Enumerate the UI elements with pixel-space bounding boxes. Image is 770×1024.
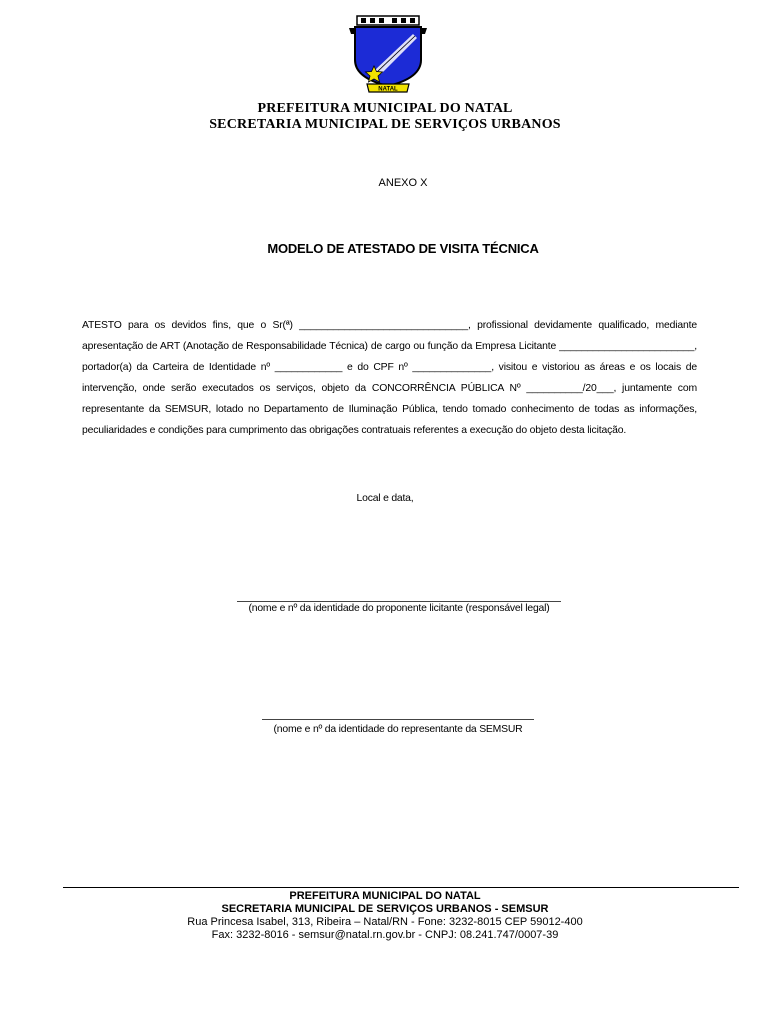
annex-label: ANEXO X [378,177,428,189]
footer-divider [63,887,739,888]
signature-line-bidder [237,601,561,602]
footer-org-line2: SECRETARIA MUNICIPAL DE SERVIÇOS URBANOS - SEMSUR [221,903,549,915]
org-name-line2: SECRETARIA MUNICIPAL DE SERVIÇOS URBANOS [209,117,561,132]
footer-org-line1: PREFEITURA MUNICIPAL DO NATAL [289,890,481,902]
org-name-line1: PREFEITURA MUNICIPAL DO NATAL [257,101,513,116]
footer [0,890,770,942]
signature-line-semsur [262,719,534,720]
crest-banner-text: NATAL [378,86,398,93]
attestation-paragraph: ATESTO para os devidos fins, que o Sr(ª) ______________________________, profissional devidamente qualificado, mediante apresentação de ART (Anotação de Responsabilidade Técnica) de cargo ou função da Empresa Licitante ________________________, portador(a) da Carteira de Identidade nº ____________ e do CPF nº ______________, visitou e vistoriou as áreas e os locais de intervenção, onde serão executados os serviços, objeto da CONCORRÊNCIA PÚBLICA Nº __________/20___, juntamente com representante da SEMSUR, lotado no Departamento de Iluminação Pública, tendo tomado conhecimento de todas as informações, peculiaridades e condições para cumprimento das obrigações contratuais referentes a execução do objeto desta licitação. [82,320,697,436]
place-and-date: Local e data, [356,493,414,504]
signature-label-semsur: (nome e nº da identidade do representante da SEMSUR [273,724,523,735]
natal-coat-of-arms-icon [347,14,429,94]
document-title: MODELO DE ATESTADO DE VISITA TÉCNICA [267,241,539,256]
footer-address: Rua Princesa Isabel, 313, Ribeira – Natal/RN - Fone: 3232-8015 CEP 59012-400 [187,916,583,928]
signature-label-bidder: (nome e nº da identidade do proponente licitante (responsável legal) [248,603,550,614]
footer-contact: Fax: 3232-8016 - semsur@natal.rn.gov.br - CNPJ: 08.241.747/0007-39 [211,929,559,941]
